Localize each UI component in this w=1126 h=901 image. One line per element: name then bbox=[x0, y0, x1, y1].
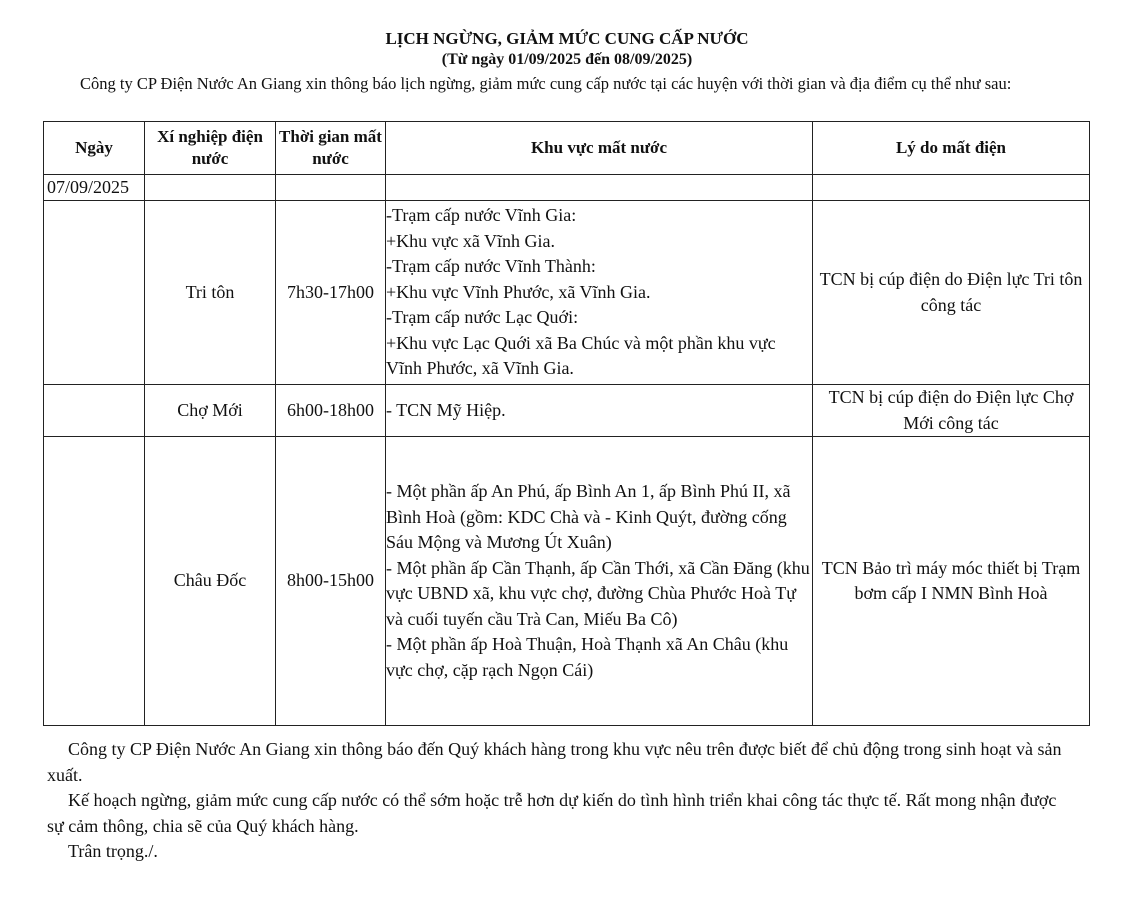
column-header-reason: Lý do mất điện bbox=[813, 122, 1090, 175]
table-header-row bbox=[44, 122, 1090, 175]
area-line: +Khu vực Vĩnh Phước, xã Vĩnh Gia. bbox=[386, 281, 651, 302]
table-row bbox=[44, 437, 1090, 726]
area-line: +Khu vực xã Vĩnh Gia. bbox=[386, 230, 556, 251]
column-header-area: Khu vực mất nước bbox=[386, 122, 813, 175]
footer-paragraph-notice: Công ty CP Điện Nước An Giang xin thông báo đến Quý khách hàng trong khu vực nêu trên được biết để chủ động trong sinh hoạt và sản xuất. bbox=[47, 739, 1062, 785]
intro-paragraph: Công ty CP Điện Nước An Giang xin thông báo lịch ngừng, giảm mức cung cấp nước tại các huyện với thời gian và địa điểm cụ thể như sau: bbox=[80, 74, 1012, 93]
reason-cell: TCN bị cúp điện do Điện lực Tri tôn công tác bbox=[813, 201, 1090, 385]
enterprise-cell: Chợ Mới bbox=[145, 385, 276, 437]
empty-cell bbox=[145, 175, 276, 201]
area-line: -Trạm cấp nước Lạc Quới: bbox=[386, 307, 579, 328]
time-cell: 7h30-17h00 bbox=[276, 201, 386, 385]
empty-date-cell bbox=[44, 385, 145, 437]
time-cell: 8h00-15h00 bbox=[276, 437, 386, 726]
time-cell: 6h00-18h00 bbox=[276, 385, 386, 437]
area-cell bbox=[386, 437, 813, 726]
reason-cell: TCN bị cúp điện do Điện lực Chợ Mới công tác bbox=[813, 385, 1090, 437]
empty-cell bbox=[276, 175, 386, 201]
footer-closing: Trân trọng./. bbox=[68, 841, 158, 861]
document-subtitle: (Từ ngày 01/09/2025 đến 08/09/2025) bbox=[441, 51, 693, 68]
area-line: - Một phần ấp An Phú, ấp Bình An 1, ấp Bình Phú II, xã Bình Hoà (gồm: KDC Chà và - Kinh Quýt, đường cống Sáu Mộng và Mương Út Xuân) bbox=[386, 481, 791, 552]
footer-paragraph-plan: Kế hoạch ngừng, giảm mức cung cấp nước có thể sớm hoặc trễ hơn dự kiến do tình hình triển khai công tác thực tế. Rất mong nhận được sự cảm thông, chia sẽ của Quý khách hàng. bbox=[47, 790, 1057, 836]
empty-date-cell bbox=[44, 201, 145, 385]
area-line: - Một phần ấp Cần Thạnh, ấp Cần Thới, xã Cần Đăng (khu vực UBND xã, khu vực chợ, đường Chùa Phước Hoà Tự và cuối tuyến cầu Trà Can, Miếu Ba Cô) bbox=[386, 557, 810, 629]
area-line: +Khu vực Lạc Quới xã Ba Chúc và một phần khu vực Vĩnh Phước, xã Vĩnh Gia. bbox=[386, 332, 776, 379]
column-header-date: Ngày bbox=[44, 122, 145, 175]
column-header-enterprise: Xí nghiệp điện nước bbox=[145, 122, 276, 175]
table-row bbox=[44, 385, 1090, 437]
area-line: - Một phần ấp Hoà Thuận, Hoà Thạnh xã An Châu (khu vực chợ, cặp rạch Ngọn Cái) bbox=[386, 634, 789, 680]
area-line: -Trạm cấp nước Vĩnh Gia: bbox=[386, 205, 577, 226]
document-title: LỊCH NGỪNG, GIẢM MỨC CUNG CẤP NƯỚC bbox=[385, 29, 749, 48]
area-line: -Trạm cấp nước Vĩnh Thành: bbox=[386, 256, 596, 277]
outage-schedule-table bbox=[43, 121, 1090, 726]
area-cell bbox=[386, 385, 813, 437]
footer-notice bbox=[47, 737, 1077, 865]
date-row bbox=[44, 175, 1090, 201]
reason-cell: TCN Bảo trì máy móc thiết bị Trạm bơm cấp I NMN Bình Hoà bbox=[813, 437, 1090, 726]
table-row bbox=[44, 201, 1090, 385]
date-cell: 07/09/2025 bbox=[44, 175, 145, 201]
enterprise-cell: Châu Đốc bbox=[145, 437, 276, 726]
empty-date-cell bbox=[44, 437, 145, 726]
empty-cell bbox=[813, 175, 1090, 201]
enterprise-cell: Tri tôn bbox=[145, 201, 276, 385]
empty-cell bbox=[386, 175, 813, 201]
area-cell bbox=[386, 201, 813, 385]
area-line: - TCN Mỹ Hiệp. bbox=[386, 399, 506, 420]
column-header-time: Thời gian mất nước bbox=[276, 122, 386, 175]
